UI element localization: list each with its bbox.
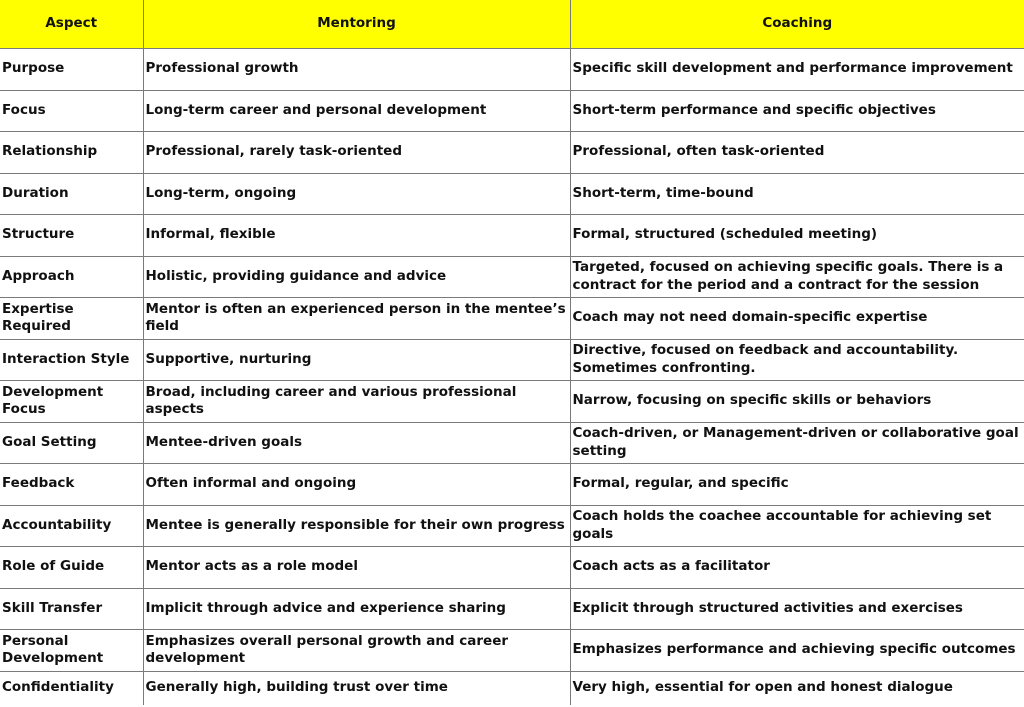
coaching-cell: Formal, structured (scheduled meeting) [570, 215, 1024, 257]
coaching-cell: Coach acts as a facilitator [570, 547, 1024, 589]
aspect-cell: Relationship [0, 132, 143, 174]
header-coaching: Coaching [570, 0, 1024, 49]
coaching-cell: Very high, essential for open and honest dialogue [570, 671, 1024, 705]
table-row [0, 49, 1024, 91]
aspect-cell: Purpose [0, 49, 143, 91]
mentoring-cell: Holistic, providing guidance and advice [143, 256, 570, 298]
coaching-cell: Professional, often task-oriented [570, 132, 1024, 174]
table-row [0, 173, 1024, 215]
table-row [0, 588, 1024, 630]
mentoring-cell: Supportive, nurturing [143, 339, 570, 381]
mentoring-cell: Long-term, ongoing [143, 173, 570, 215]
mentoring-cell: Emphasizes overall personal growth and career development [143, 630, 570, 672]
aspect-cell: Duration [0, 173, 143, 215]
mentoring-cell: Generally high, building trust over time [143, 671, 570, 705]
header-mentoring: Mentoring [143, 0, 570, 49]
aspect-cell: Development Focus [0, 381, 143, 423]
mentoring-cell: Mentee is generally responsible for their own progress [143, 505, 570, 547]
mentoring-cell: Mentor acts as a role model [143, 547, 570, 589]
aspect-cell: Role of Guide [0, 547, 143, 589]
mentoring-cell: Professional growth [143, 49, 570, 91]
mentoring-cell: Mentee-driven goals [143, 422, 570, 464]
coaching-cell: Formal, regular, and specific [570, 464, 1024, 506]
table-row [0, 630, 1024, 672]
mentoring-cell: Implicit through advice and experience sharing [143, 588, 570, 630]
table-row [0, 671, 1024, 705]
aspect-cell: Structure [0, 215, 143, 257]
mentoring-cell: Often informal and ongoing [143, 464, 570, 506]
table-row [0, 464, 1024, 506]
coaching-cell: Explicit through structured activities and exercises [570, 588, 1024, 630]
aspect-cell: Expertise Required [0, 298, 143, 340]
table-row [0, 547, 1024, 589]
table-row [0, 256, 1024, 298]
coaching-cell: Short-term performance and specific objectives [570, 90, 1024, 132]
table-row [0, 132, 1024, 174]
coaching-cell: Targeted, focused on achieving specific goals. There is a contract for the period and a contract for the session [570, 256, 1024, 298]
coaching-cell: Short-term, time-bound [570, 173, 1024, 215]
mentoring-cell: Long-term career and personal development [143, 90, 570, 132]
coaching-cell: Specific skill development and performance improvement [570, 49, 1024, 91]
coaching-cell: Coach holds the coachee accountable for achieving set goals [570, 505, 1024, 547]
coaching-cell: Directive, focused on feedback and accountability. Sometimes confronting. [570, 339, 1024, 381]
mentoring-cell: Professional, rarely task-oriented [143, 132, 570, 174]
aspect-cell: Feedback [0, 464, 143, 506]
aspect-cell: Focus [0, 90, 143, 132]
mentoring-cell: Mentor is often an experienced person in the mentee’s field [143, 298, 570, 340]
mentoring-cell: Broad, including career and various professional aspects [143, 381, 570, 423]
table-row [0, 90, 1024, 132]
aspect-cell: Goal Setting [0, 422, 143, 464]
coaching-cell: Coach may not need domain-specific expertise [570, 298, 1024, 340]
coaching-cell: Emphasizes performance and achieving specific outcomes [570, 630, 1024, 672]
mentoring-cell: Informal, flexible [143, 215, 570, 257]
aspect-cell: Approach [0, 256, 143, 298]
aspect-cell: Skill Transfer [0, 588, 143, 630]
aspect-cell: Personal Development [0, 630, 143, 672]
coaching-cell: Coach-driven, or Management-driven or collaborative goal setting [570, 422, 1024, 464]
aspect-cell: Confidentiality [0, 671, 143, 705]
table-row [0, 381, 1024, 423]
table-row [0, 422, 1024, 464]
header-aspect: Aspect [0, 0, 143, 49]
table-row [0, 215, 1024, 257]
table-row [0, 505, 1024, 547]
table-row [0, 298, 1024, 340]
table-row [0, 339, 1024, 381]
aspect-cell: Accountability [0, 505, 143, 547]
aspect-cell: Interaction Style [0, 339, 143, 381]
coaching-cell: Narrow, focusing on specific skills or behaviors [570, 381, 1024, 423]
header-row [0, 0, 1024, 49]
